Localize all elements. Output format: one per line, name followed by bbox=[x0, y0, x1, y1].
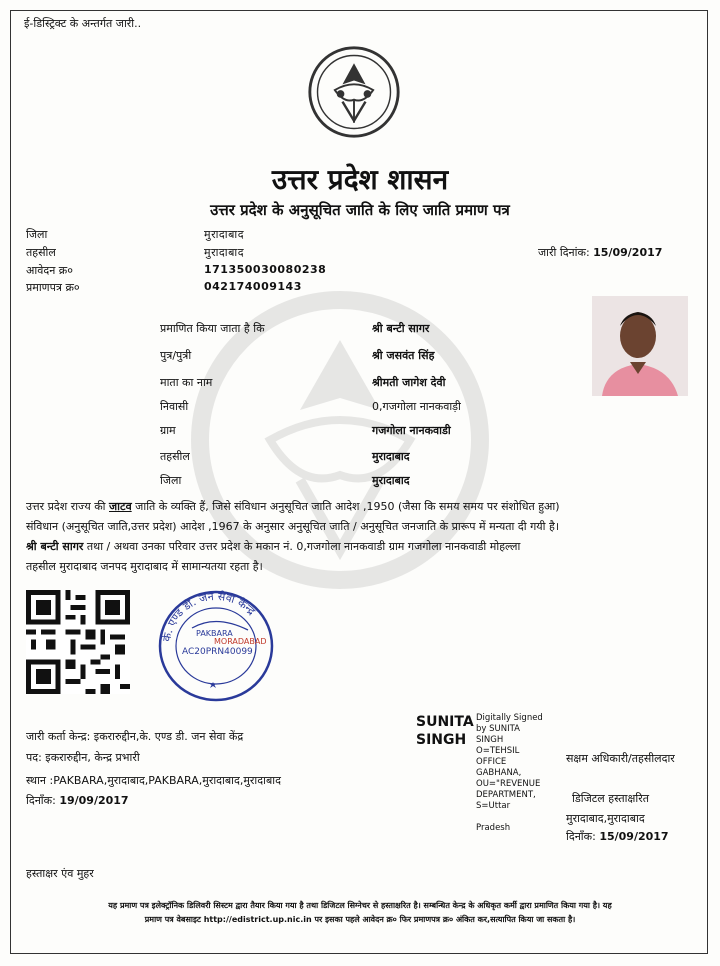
caste-name: जाटव bbox=[109, 500, 132, 513]
issuer-post: पद: इकरारुद्दीन, केन्द्र प्रभारी bbox=[26, 751, 140, 764]
detail-label-parent: पुत्र/पुत्री bbox=[160, 349, 192, 362]
detail-label-tehsil: तहसील bbox=[160, 450, 190, 463]
detail-value-mother: श्रीमती जागेश देवी bbox=[372, 376, 446, 389]
paragraph-line-3 bbox=[26, 537, 696, 557]
issuer-date-value: 19/09/2017 bbox=[59, 794, 129, 807]
detail-value-tehsil: मुरादाबाद bbox=[372, 450, 410, 463]
issue-date bbox=[538, 245, 662, 260]
detail-value-village: गजगोला नानकवाडी bbox=[372, 424, 451, 437]
detail-value-name: श्री बन्टी सागर bbox=[372, 322, 430, 335]
seal-ring-text-path: के. एण्ड डी. जन सेवा केन्द्र bbox=[160, 589, 258, 643]
detail-label-resident: निवासी bbox=[160, 400, 189, 413]
district-label: जिला bbox=[26, 228, 48, 241]
signer-name-line-1: SUNITA bbox=[416, 714, 474, 730]
issue-date-value: 15/09/2017 bbox=[593, 246, 663, 259]
signer-name-line-2: SINGH bbox=[416, 732, 467, 748]
authority-date bbox=[566, 829, 669, 844]
digital-signer-name bbox=[416, 713, 476, 749]
applicant-photo bbox=[592, 296, 688, 396]
detail-label-village: ग्राम bbox=[160, 424, 176, 437]
digitally-signed-label: डिजिटल हस्ताक्षरित bbox=[572, 792, 649, 805]
person-photo-icon bbox=[592, 296, 688, 396]
district-value: मुरादाबाद bbox=[204, 228, 245, 241]
detail-value-resident: 0,गजगोला नानकवाड़ी bbox=[372, 400, 461, 413]
footer-line-1: यह प्रमाण पत्र इलेक्ट्रॉनिक डिलिवरी सिस्टम द्वारा तैयार किया गया है तथा डिजिटल सिग्नेचर से हस्ताक्षरित है। सम्बन्धित केन्द्र के अधिकृत कर्मी द्वारा प्रमाणित किया गया है। यह bbox=[108, 901, 612, 910]
footer-note bbox=[20, 899, 700, 927]
certificate-subtitle: उत्तर प्रदेश के अनुसूचित जाति के लिए जाति प्रमाण पत्र bbox=[210, 201, 510, 219]
detail-label-certified: प्रमाणित किया जाता है कि bbox=[160, 322, 265, 335]
qr-code-icon bbox=[26, 590, 130, 694]
issuer-date-label: दिनाँक: bbox=[26, 794, 56, 807]
dsig-line: Digitally Signed bbox=[476, 713, 543, 723]
seal-inner-text-2: MORADABAD bbox=[214, 637, 267, 646]
dsig-line: O=TEHSIL bbox=[476, 746, 520, 756]
dsig-line: DEPARTMENT, bbox=[476, 790, 536, 800]
application-number: 171350030080238 bbox=[204, 263, 327, 276]
dsig-line: OFFICE bbox=[476, 757, 507, 767]
seal-inner-text-1: PAKBARA bbox=[196, 629, 233, 638]
authority-title: सक्षम अधिकारी/तहसीलदार bbox=[566, 752, 675, 765]
paragraph-line-2: संविधान (अनुसूचित जाति,उत्तर प्रदेश) आदेश ,1967 के अनुसार अनुसूचित जाति / अनुसूचित जनजाति के प्रारूप में मन्यता दी गयी है। bbox=[26, 520, 560, 533]
detail-label-district: जिला bbox=[160, 474, 182, 487]
certification-paragraph bbox=[26, 497, 696, 577]
paragraph-line-4: तहसील मुरादाबाद जनपद मुरादाबाद में सामान्यतया रहता है। bbox=[26, 560, 263, 573]
dsig-line: S=Uttar bbox=[476, 801, 511, 811]
detail-value-district: मुरादाबाद bbox=[372, 474, 410, 487]
tehsil-value: मुरादाबाद bbox=[204, 246, 245, 259]
sign-and-seal-label: हस्ताक्षर एंव मुहर bbox=[26, 867, 94, 880]
dsig-line bbox=[476, 812, 556, 823]
authority-place: मुरादाबाद,मुरादाबाद bbox=[566, 812, 645, 825]
detail-value-father: श्री जसवंत सिंह bbox=[372, 349, 435, 362]
up-govt-emblem-icon bbox=[306, 44, 402, 140]
dsig-line: OU="REVENUE bbox=[476, 779, 541, 789]
footer-line-2: प्रमाण पत्र वेबसाइट http://edistrict.up.nic.in पर इसका पहले आवेदन क्र० फिर प्रमाणपत्र क्र० अंकित कर,सत्यापित किया जा सकता है। bbox=[144, 915, 576, 924]
certificate-number: 042174009143 bbox=[204, 280, 302, 293]
dsig-line: SINGH bbox=[476, 735, 504, 745]
seal-inner-text-3: AC20PRN40099 bbox=[182, 647, 253, 657]
dsig-line: GABHANA, bbox=[476, 768, 522, 778]
dsig-line: by SUNITA bbox=[476, 724, 520, 734]
paragraph-line-1 bbox=[26, 497, 696, 517]
authority-date-label: दिनाँक: bbox=[566, 830, 596, 843]
paragraph-line-1-end: जाति के व्यक्ति हैं, जिसे संविधान अनुसूचित जाति आदेश ,1950 (जैसा कि समय समय पर संशोधित हुआ) bbox=[131, 500, 560, 513]
page-title: उत्तर प्रदेश शासन bbox=[271, 163, 449, 196]
application-label: आवेदन क्र० bbox=[26, 264, 73, 277]
paragraph-person-name: श्री बन्टी सागर bbox=[26, 540, 84, 553]
paragraph-line-3-rest: तथा / अथवा उनका परिवार उत्तर प्रदेश के मकान नं. 0,गजगोला नानकवाडी ग्राम गजगोला नानकवाडी मोहल्ला bbox=[83, 540, 521, 553]
issuer-date bbox=[26, 793, 129, 808]
issuing-center: जारी कर्ता केन्द्र: इकरारुद्दीन,के. एण्ड डी. जन सेवा केंद्र bbox=[26, 730, 244, 743]
tehsil-label: तहसील bbox=[26, 246, 56, 259]
certificate-label: प्रमाणपत्र क्र० bbox=[26, 281, 80, 294]
top-note: ई-डिस्ट्रिक्ट के अन्तर्गत जारी.. bbox=[24, 17, 142, 30]
detail-label-mother: माता का नाम bbox=[160, 376, 213, 389]
dsig-line: Pradesh bbox=[476, 823, 511, 833]
center-seal-stamp bbox=[152, 584, 280, 702]
issuer-place: स्थान :PAKBARA,मुरादाबाद,PAKBARA,मुरादाबाद,मुरादाबाद bbox=[26, 774, 281, 787]
digital-signature-details bbox=[476, 713, 556, 834]
authority-date-value: 15/09/2017 bbox=[599, 830, 669, 843]
paragraph-line-1-start: उत्तर प्रदेश राज्य की bbox=[26, 500, 110, 513]
issue-date-label: जारी दिनांक: bbox=[538, 246, 590, 259]
